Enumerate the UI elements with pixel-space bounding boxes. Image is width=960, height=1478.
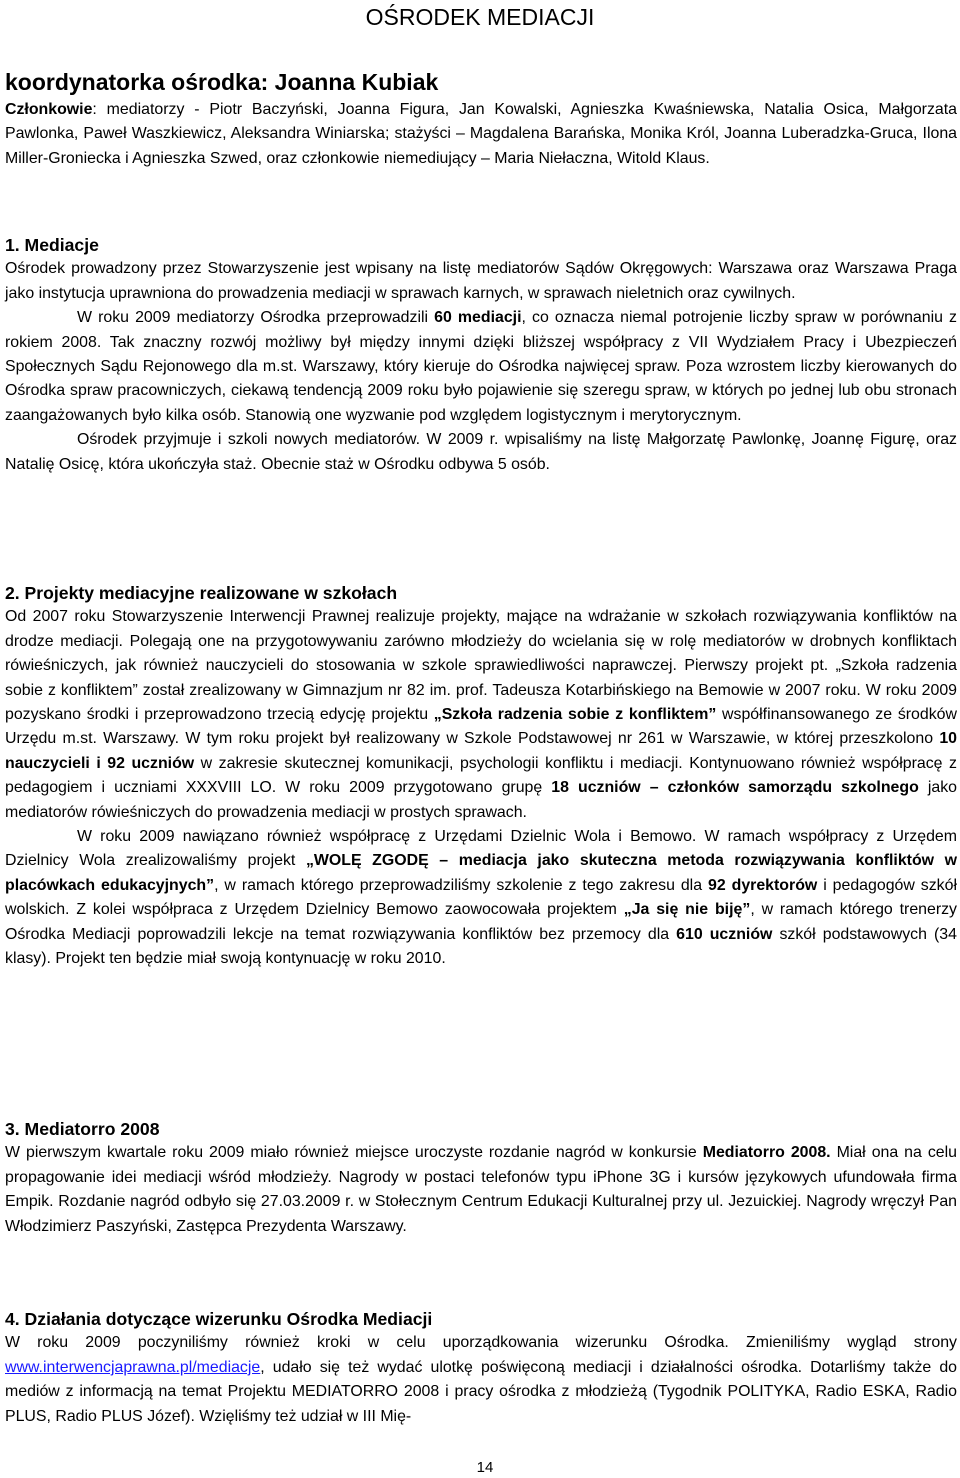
section-2-paragraph-2 <box>5 825 957 971</box>
s2-p2i: szkół podstawowych (34 klasy). Projekt ten będzie miał swoją kontynuację w roku 2010. <box>5 925 957 968</box>
section-2-title: 2. Projekty mediacyjne realizowane w szkołach <box>5 583 398 603</box>
section-1-paragraph-3: Ośrodek przyjmuje i szkoli nowych mediatorów. W 2009 r. wpisaliśmy na listę Małgorzatę Pawlonkę, Joannę Figurę, oraz Natalię Osicę, która ukończyła staż. Obecnie staż w Ośrodku odbywa 5 osób. <box>5 431 957 473</box>
s1-p2c: , co oznacza niemal potrojenie liczby spraw w porównaniu z rokiem 2008. Tak znaczny rozwój możliwy był między innymi dzięki bliższej współpracy z VII Wydziałem Pracy i Ubezpieczeń Społecznych Sądu Rejonowego dla m.st. Warszawy, który kieruje do Ośrodka najwięcej spraw. Poza wzrostem liczby kierowanych do Ośrodka spraw pracowniczych, ciekawą tendencją 2009 roku było pojawienie się szeregu spraw, w których po jednej lub obu stronach zaangażowanych było kilka osób. Stanowią one wyzwanie pod względem logistycznym i merytorycznym. <box>5 309 957 424</box>
s2-p1d: 10 nauczycieli i 92 uczniów <box>5 730 957 772</box>
s2-p2c: , w ramach którego przeprowadziliśmy szkolenie z tego zakresu dla <box>214 876 708 894</box>
s2-p2a: W roku 2009 nawiązano również współpracę z Urzędami Dzielnic Wola i Bemowo. W ramach współpracy z Urzędem Dzielnicy Wola zrealizowaliśmy projekt <box>5 828 957 870</box>
section-wizerunek <box>5 1307 957 1429</box>
s3-p1c: Miał ona na celu propagowanie idei mediacji wśród młodzieży. Nagrody w postaci telefonów typu iPhone 3G i kursów językowych ufundowała firma Empik. Rozdanie nagród odbyło się 27.03.2009 r. w Stołecznym Centrum Edukacji Kulturalnej przy ul. Jezuickiej. Nagrody wręczył Pan Włodzimierz Paszyński, Zastępca Prezydenta Warszawy. <box>5 1144 957 1235</box>
s2-p2b: „WOLĘ ZGODĘ – mediacja jako skuteczna metoda rozwiązywania konfliktów w placówkach edukacyjnych” <box>5 852 957 894</box>
s2-p1a: Od 2007 roku Stowarzyszenie Interwencji Prawnej realizuje projekty, mające na wdrażanie w szkołach rozwiązywania konfliktów na drodze mediacji. Polegają one na przygotowywaniu zarówno młodzieży do wcielania się w rolę mediatorów w drobnych konfliktach rówieśniczych, jak również nauczycieli do stosowania w szkole sprawiedliwości naprawczej. Pierwszy projekt pt. „Szkoła radzenia sobie z konfliktem” został zrealizowany w Gimnazjum nr 82 im. prof. Tadeusza Kotarbińskiego na Bemowie w 2007 roku. W roku 2009 pozyskano środki i przeprowadzono trzecią edycję projektu <box>5 608 957 724</box>
section-3-title: 3. Mediatorro 2008 <box>5 1119 160 1139</box>
section-1-paragraph-1: Ośrodek prowadzony przez Stowarzyszenie jest wpisany na listę mediatorów Sądów Okręgowych: Warszawa oraz Warszawa Praga jako instytucja uprawniona do prowadzenia mediacji w sprawach karnych, w sprawach nieletnich oraz cywilnych. <box>5 260 957 302</box>
page-title: OŚRODEK MEDIACJI <box>365 4 595 30</box>
s2-p1g: jako mediatorów rówieśniczych do prowadzenia mediacji w prostych sprawach. <box>5 779 957 821</box>
section-4-title: 4. Działania dotyczące wizerunku Ośrodka Mediacji <box>5 1309 433 1329</box>
s2-p1e: w zakresie skutecznej komunikacji, psychologii konfliktu i mediacji. Kontynuowano również współpracę z pedagogiem i uczniami XXXVIII LO. W roku 2009 przygotowano grupę <box>5 754 957 797</box>
s2-p2e: i pedagogów szkół wolskich. Z kolei współpraca z Urzędem Dzielnicy Bemowo zaowocowała projektem <box>5 876 957 919</box>
section-mediacje <box>5 233 957 477</box>
section-3-paragraph-1 <box>5 1141 957 1239</box>
s2-p2f: „Ja się nie biję” <box>623 901 751 919</box>
members-text: : mediatorzy - Piotr Baczyński, Joanna Figura, Jan Kowalski, Agnieszka Kwaśniewska, Natalia Osica, Małgorzata Pawlonka, Paweł Waszkiewicz, Aleksandra Winiarska; stażyści – Magdalena Barańska, Monika Król, Joanna Luberadzka-Gruca, Ilona Miller-Groniecka i Agnieszka Szwed, oraz członkowie niemediujący – Maria Niełaczna, Witold Klaus. <box>5 101 957 167</box>
section-1-title: 1. Mediacje <box>5 235 99 255</box>
s3-p1a: W pierwszym kwartale roku 2009 miało również miejsce uroczyste rozdanie nagród w konkursie <box>5 1144 703 1162</box>
s1-p2b: 60 mediacji <box>434 309 522 327</box>
page-number: 14 <box>476 1459 494 1476</box>
members-label: Członkowie <box>5 101 93 118</box>
section-2-paragraph-1 <box>5 605 957 825</box>
s2-p2h: 610 uczniów <box>676 925 773 943</box>
members-paragraph <box>5 98 957 171</box>
s4-p1a: W roku 2009 poczyniliśmy również kroki w celu uporządkowania wizerunku Ośrodka. Zmieniliśmy wygląd strony <box>5 1334 957 1352</box>
s2-p1c: współfinansowanego ze środków Urzędu m.st. Warszawy. W tym roku projekt był realizowany w Szkole Podstawowej nr 261 w Warszawie, w której przeszkolono <box>5 706 957 748</box>
s3-p1b: Mediatorro 2008. <box>702 1144 831 1162</box>
section-4-paragraph-1 <box>5 1331 957 1429</box>
s1-p2a: W roku 2009 mediatorzy Ośrodka przeprowadzili <box>77 309 435 327</box>
s2-p1b: „Szkoła radzenia sobie z konfliktem” <box>433 706 717 724</box>
section-1-paragraph-2 <box>5 306 957 428</box>
s2-p2d: 92 dyrektorów <box>708 876 818 894</box>
s2-p1f: 18 uczniów – członków samorządu szkolnego <box>551 779 919 797</box>
s2-p2g: , w ramach którego trenerzy Ośrodka Mediacji poprowadzili lekcje na temat rozwiązywania konfliktów bez przemocy dla <box>5 901 958 943</box>
section-szkoly <box>5 581 957 972</box>
s4-p1b: , udało się też wydać ulotkę poświęconą mediacji i działalności ośrodka. Dotarliśmy także do mediów z informacją na temat Projektu MEDIATORRO 2008 i pracy ośrodka z młodzieżą (Tygodnik POLITYKA, Radio ESKA, Radio PLUS, Radio PLUS Józef). Wzięliśmy też udział w III Mię- <box>5 1358 957 1425</box>
coordinator-heading: koordynatorka ośrodka: Joanna Kubiak <box>5 69 439 95</box>
website-link[interactable]: www.interwencjaprawna.pl/mediacje <box>5 1358 261 1376</box>
section-mediatorro <box>5 1117 957 1239</box>
members-block <box>5 98 957 171</box>
